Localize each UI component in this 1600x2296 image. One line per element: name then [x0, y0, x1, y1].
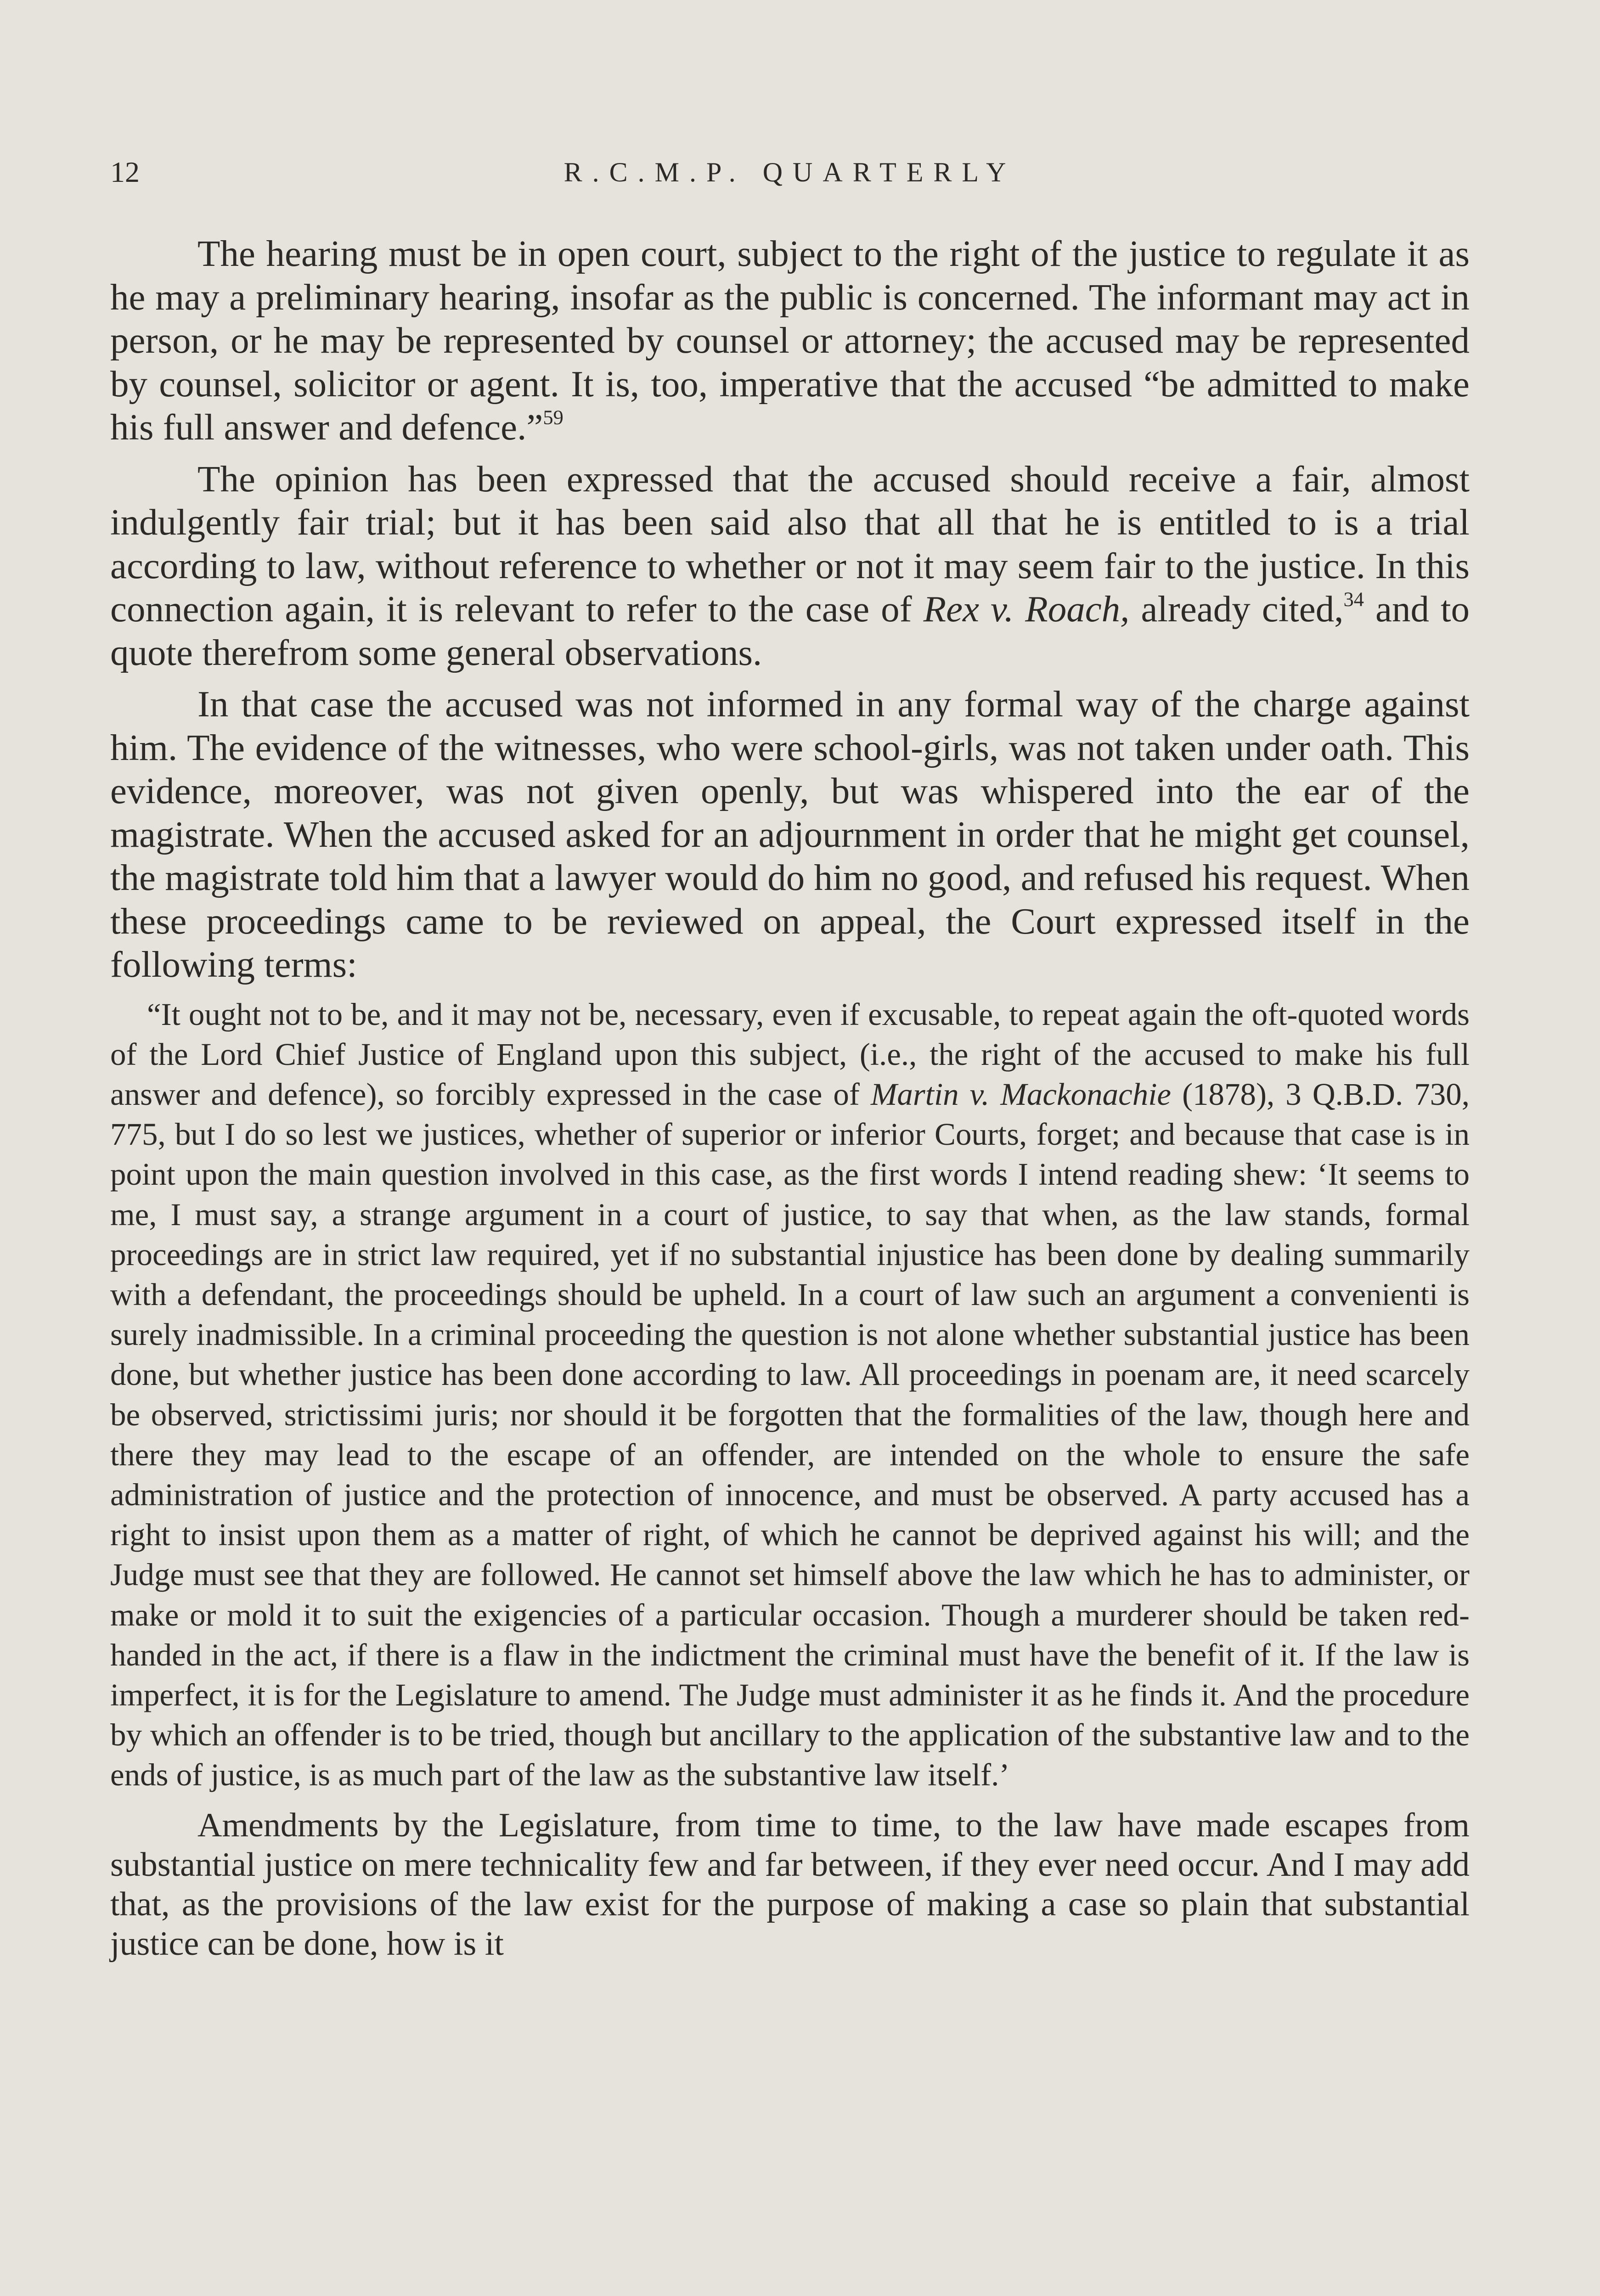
running-head: R.C.M.P. QUARTERLY — [563, 157, 1016, 187]
footnote-ref-59: 59 — [543, 405, 563, 429]
case-name-rex-v-roach: Rex v. Roach, — [923, 588, 1130, 630]
paragraph-2-text-b: already cited, — [1129, 588, 1344, 630]
footnote-ref-34: 34 — [1343, 587, 1364, 611]
quote-text-b: (1878), 3 Q.B.D. 730, 775, but I do so lest we justices, whether of superior or inferior Courts, forget; and because that case is in point upon the main question involved in this case, as the first words I intend reading shew: ‘It seems to me, I must say, a strange argument in a court of justice, to say that when, as the law stands, formal proceedings are in strict law required, yet if no substantial injustice has been done by dealing summarily with a defendant, the proceedings should be upheld. In a court of law such an argument a convenienti is surely inadmissible. In a criminal proceeding the question is not alone whether substantial justice has been done, but whether justice has been done according to law. All proceedings in poenam are, it need scarcely be observed, strictissimi juris; nor should it be forgotten that the formalities of the law, though here and there they may lead to the escape of an offender, are intended on the whole to ensure the safe administration of justice and the protection of innocence, and must be observed. A party accused has a right to insist upon them as a matter of right, of which he cannot be deprived against his will; and the Judge must see that they are followed. He cannot set himself above the law which he has to administer, or make or mold it to suit the exigencies of a particular occasion. Though a murderer should be taken red-handed in the act, if there is a flaw in the indictment the criminal must have the benefit of it. If the law is imperfect, it is for the Legislature to amend. The Judge must administer it as he finds it. And the procedure by which an offender is to be tried, though but ancillary to the application of the substantive law and to the ends of justice, is as much part of the law as the substantive law itself.’ — [110, 1076, 1470, 1793]
paragraph-3: In that case the accused was not informed in any formal way of the charge against him. The evidence of the witnesses, who were school-girls, was not taken under oath. This evidence, moreover, was not given openly, but was whispered into the ear of the magistrate. When the accused asked for an adjournment in order that he might get counsel, the magistrate told him that a lawyer would do him no good, and refused his request. When these proceedings came to be reviewed on appeal, the Court expressed itself in the following terms: — [110, 683, 1470, 985]
body-text — [110, 232, 1470, 1964]
page-header — [110, 152, 1470, 193]
paragraph-1-text: The hearing must be in open court, subject to the right of the justice to regulate it as he may a preliminary hearing, insofar as the public is concerned. The informant may act in person, or he may be represented by counsel or attorney; the accused may be represented by counsel, solicitor or agent. It is, too, imperative that the accused “be admitted to make his full answer and defence.” — [110, 233, 1470, 448]
paragraph-2-text-a: The opinion has been expressed that the accused should receive a fair, almost indulgently fair trial; but it has been said also that all that he is entitled to is a trial according to law, without reference to whether or not it may seem fair to the justice. In this connection again, it is relevant to refer to the case of — [110, 458, 1470, 630]
quote-text-a: “It ought not to be, and it may not be, necessary, even if excusable, to repeat again the oft-quoted words of the Lord Chief Justice of England upon this subject, (i.e., the right of the accused to make his full answer and defence), so forcibly expressed in the case of — [110, 996, 1470, 1112]
block-quote — [110, 995, 1470, 1795]
paragraph-1 — [110, 232, 1470, 449]
page-number: 12 — [110, 156, 140, 188]
paragraph-4: Amendments by the Legislature, from time to time, to the law have made escapes from substantial justice on mere technicality few and far between, if they ever need occur. And I may add that, as the provisions of the law exist for the purpose of making a case so plain that substantial justice can be done, how is it — [110, 1806, 1470, 1963]
paragraph-2-text-c: and to quote therefrom some general observations. — [110, 588, 1470, 673]
paragraph-2 — [110, 457, 1470, 675]
case-name-martin-v-mackonachie: Martin v. Mackonachie — [870, 1076, 1172, 1112]
